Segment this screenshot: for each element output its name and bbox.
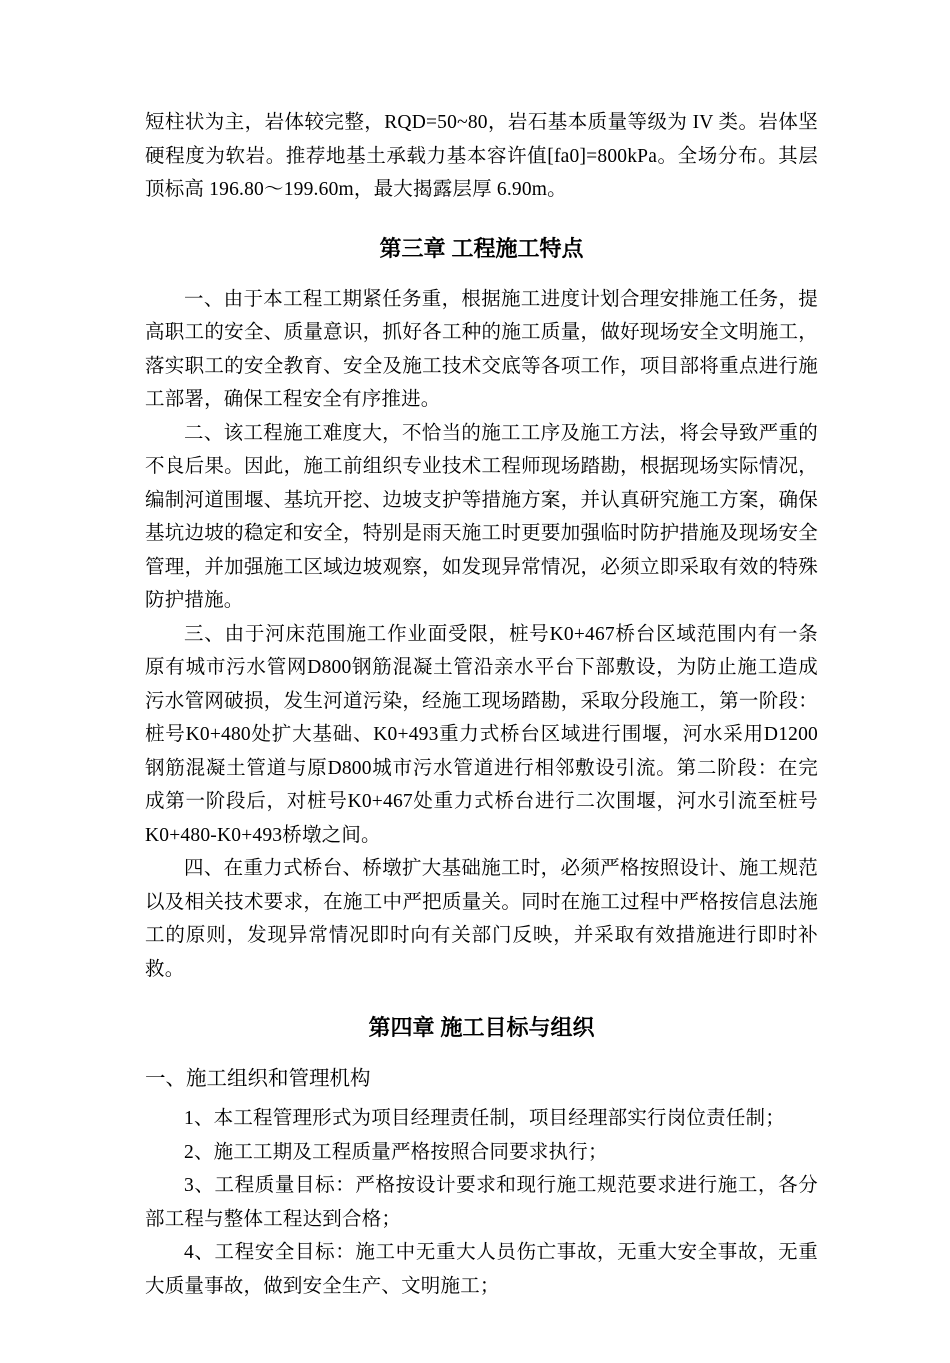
section1-title: 一、施工组织和管理机构 [145,1068,371,1090]
intro-paragraph: 短柱状为主，岩体较完整，RQD=50~80，岩石基本质量等级为 IV 类。岩体坚硬程度为软岩。推荐地基土承载力基本容许值[fa0]=800kPa。全场分布。其层顶标高 196.80～199.60m，最大揭露层厚 6.90m。 [145,112,818,200]
chapter3-title: 第三章 工程施工特点 [379,235,584,261]
chapter4-title: 第四章 施工目标与组织 [368,1015,595,1040]
chapter3-paragraph-2: 二、该工程施工难度大，不恰当的施工工序及施工方法，将会导致严重的不良后果。因此，施工前组织专业技术工程师现场踏勘，根据现场实际情况，编制河道围堰、基坑开挖、边坡支护等措施方案，并认真研究施工方案，确保基坑边坡的稳定和安全，特别是雨天施工时更要加强临时防护措施及现场安全管理，并加强施工区域边坡观察，如发现异常情况，必须立即采取有效的特殊防护措施。 [145,422,818,611]
list-item-4: 4、工程安全目标：施工中无重大人员伤亡事故，无重大安全事故，无重大质量事故，做到安全生产、文明施工； [145,1242,818,1297]
list-item-2: 2、施工工期及工程质量严格按照合同要求执行； [184,1141,608,1163]
chapter3-paragraph-3: 三、由于河床范围施工作业面受限，桩号K0+467桥台区域范围内有一条原有城市污水管网D800钢筋混凝土管沿亲水平台下部敷设，为防止施工造成污水管网破损，发生河道污染，经施工现场踏勘，采取分段施工，第一阶段：桩号K0+480处扩大基础、K0+493重力式桥台区域进行围堰，河水采用D1200钢筋混凝土管道与原D800城市污水管道进行相邻敷设引流。第二阶段：在完成第一阶段后，对桩号K0+467处重力式桥台进行二次围堰，河水引流至桩号K0+480-K0+493桥墩之间。 [145,623,818,846]
list-item-3: 3、工程质量目标：严格按设计要求和现行施工规范要求进行施工，各分部工程与整体工程达到合格； [145,1175,818,1230]
chapter3-paragraph-4: 四、在重力式桥台、桥墩扩大基础施工时，必须严格按照设计、施工规范以及相关技术要求，在施工中严把质量关。同时在施工过程中严格按信息法施工的原则，发现异常情况即时向有关部门反映，并采取有效措施进行即时补救。 [145,858,818,980]
list-item-1: 1、本工程管理形式为项目经理责任制，项目经理部实行岗位责任制； [184,1108,785,1129]
chapter3-paragraph-1: 一、由于本工程工期紧任务重，根据施工进度计划合理安排施工任务，提高职工的安全、质量意识，抓好各工种的施工质量，做好现场安全文明施工，落实职工的安全教育、安全及施工技术交底等各项工作，项目部将重点进行施工部署，确保工程安全有序推进。 [145,288,818,410]
